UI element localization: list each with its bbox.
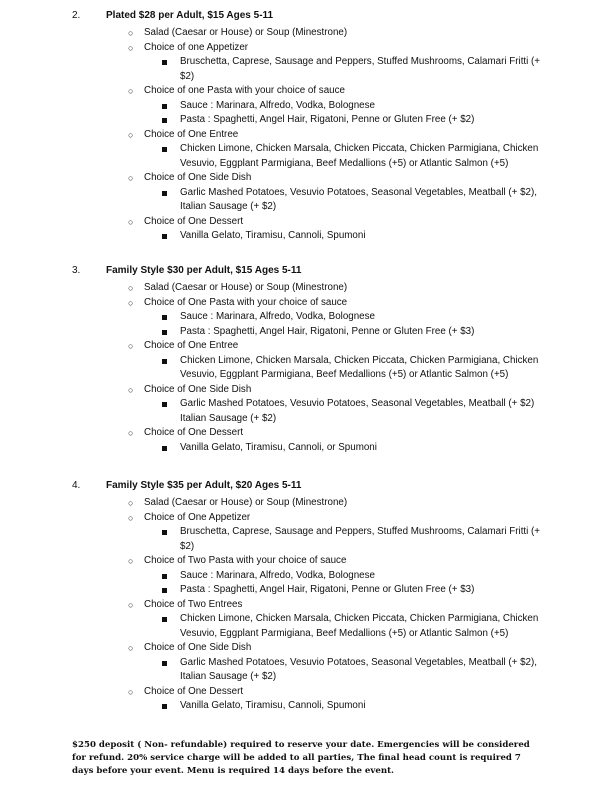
- course-section: [72, 281, 552, 296]
- circle-bullet-icon: ○: [128, 216, 134, 227]
- package-title: Family Style $35 per Adult, $20 Ages 5-11: [106, 480, 302, 491]
- circle-bullet-icon: ○: [128, 297, 134, 308]
- package-title: Family Style $30 per Adult, $15 Ages 5-11: [106, 265, 302, 276]
- course-label: Choice of One Entree: [144, 340, 239, 351]
- menu-item: [72, 699, 552, 714]
- menu-item-text: Garlic Mashed Potatoes, Vesuvio Potatoes, Seasonal Vegetables, Meatball (+ $2) Italian Sausage (+ $2): [180, 398, 535, 424]
- course-section: [72, 496, 552, 511]
- menu-item: [72, 142, 552, 171]
- square-bullet-icon: [162, 446, 167, 451]
- menu-item: [72, 310, 552, 325]
- circle-bullet-icon: ○: [128, 28, 134, 38]
- course-section: [72, 84, 552, 128]
- menu-item-text: Sauce : Marinara, Alfredo, Vodka, Bolognese: [180, 569, 375, 581]
- circle-bullet-icon: ○: [128, 384, 134, 395]
- square-bullet-icon: [162, 661, 167, 666]
- circle-bullet-icon: ○: [128, 283, 134, 293]
- course-section: [72, 41, 552, 85]
- course-section: [72, 215, 552, 244]
- menu-item: [72, 229, 552, 244]
- circle-bullet-icon: ○: [128, 341, 134, 351]
- circle-bullet-icon: ○: [128, 129, 134, 140]
- square-bullet-icon: [162, 617, 167, 622]
- course-label: Choice of One Pasta with your choice of sauce: [144, 296, 348, 308]
- square-bullet-icon: [162, 330, 167, 335]
- square-bullet-icon: [162, 402, 167, 407]
- menu-item: [72, 612, 552, 641]
- menu-item-text: Chicken Limone, Chicken Marsala, Chicken Piccata, Chicken Parmigiana, Chicken Vesuvio, Eggplant Parmigiana, Beef Medallions (+5) or Atlantic Salmon (+5): [180, 143, 539, 169]
- menu-item-text: Garlic Mashed Potatoes, Vesuvio Potatoes, Seasonal Vegetables, Meatball (+ $2), Italian Sausage (+ $2): [180, 656, 537, 682]
- course-section: [72, 685, 552, 714]
- package-family-30: [72, 265, 552, 455]
- course-label: Choice of One Entree: [144, 128, 239, 140]
- menu-item: [72, 525, 552, 554]
- menu-item-text: Chicken Limone, Chicken Marsala, Chicken Piccata, Chicken Parmigiana, Chicken Vesuvio, Eggplant Parmigiana, Beef Medallions (+5) or Atlantic Salmon (+5): [180, 354, 539, 380]
- menu-item: [72, 569, 552, 584]
- package-number: 2.: [72, 10, 81, 21]
- course-section: [72, 598, 552, 642]
- circle-bullet-icon: ○: [128, 86, 134, 96]
- course-section: [72, 171, 552, 215]
- course-label: Salad (Caesar or House) or Soup (Minestrone): [144, 282, 348, 293]
- package-heading: [72, 265, 552, 281]
- course-label: Choice of Two Entrees: [144, 598, 243, 610]
- course-section: [72, 641, 552, 685]
- course-section: [72, 554, 552, 598]
- menu-item-text: Bruschetta, Caprese, Sausage and Peppers, Stuffed Mushrooms, Calamari Fritti (+ $2): [180, 526, 541, 552]
- package-family-35: [72, 480, 552, 714]
- menu-item-text: Vanilla Gelato, Tiramisu, Cannoli, Spumoni: [180, 230, 366, 241]
- square-bullet-icon: [162, 530, 167, 535]
- square-bullet-icon: [162, 574, 167, 579]
- circle-bullet-icon: ○: [128, 599, 134, 610]
- menu-item-text: Sauce : Marinara, Alfredo, Vodka, Bolognese: [180, 311, 375, 322]
- menu-item: [72, 354, 552, 383]
- square-bullet-icon: [162, 234, 167, 239]
- menu-item: [72, 441, 552, 456]
- course-label: Choice of Two Pasta with your choice of sauce: [144, 555, 347, 566]
- menu-item: [72, 325, 552, 340]
- course-section: [72, 383, 552, 427]
- deposit-policy-note: $250 deposit ( Non- refundable) required to reserve your date. Emergencies will be considered for refund. 20% service charge will be added to all parties, The final head count is required 7 days before your event. Menu is required 14 days before the event.: [72, 740, 530, 776]
- course-section: [72, 426, 552, 455]
- square-bullet-icon: [162, 60, 167, 65]
- circle-bullet-icon: ○: [128, 173, 134, 183]
- menu-item-text: Bruschetta, Caprese, Sausage and Peppers, Stuffed Mushrooms, Calamari Fritti (+ $2): [180, 56, 541, 82]
- square-bullet-icon: [162, 359, 167, 364]
- menu-item-text: Pasta : Spaghetti, Angel Hair, Rigatoni, Penne or Gluten Free (+ $2): [180, 114, 475, 125]
- circle-bullet-icon: ○: [128, 556, 134, 566]
- circle-bullet-icon: ○: [128, 42, 134, 53]
- menu-item: [72, 99, 552, 114]
- circle-bullet-icon: ○: [128, 428, 134, 438]
- course-label: Salad (Caesar or House) or Soup (Minestrone): [144, 27, 348, 38]
- square-bullet-icon: [162, 315, 167, 320]
- square-bullet-icon: [162, 588, 167, 593]
- menu-item: [72, 397, 552, 426]
- menu-item-text: Vanilla Gelato, Tiramisu, Cannoli, Spumoni: [180, 700, 366, 711]
- menu-item: [72, 113, 552, 128]
- course-label: Choice of One Side Dish: [144, 172, 252, 183]
- package-heading: [72, 10, 552, 26]
- menu-item: [72, 186, 552, 215]
- package-number: 4.: [72, 480, 81, 491]
- circle-bullet-icon: ○: [128, 686, 134, 697]
- course-section: [72, 128, 552, 172]
- course-section: [72, 339, 552, 383]
- square-bullet-icon: [162, 118, 167, 123]
- package-heading: [72, 480, 552, 496]
- course-label: Choice of One Side Dish: [144, 383, 252, 395]
- package-title: Plated $28 per Adult, $15 Ages 5-11: [106, 10, 274, 21]
- course-label: Choice of one Appetizer: [144, 41, 249, 53]
- course-label: Choice of One Side Dish: [144, 642, 252, 653]
- square-bullet-icon: [162, 704, 167, 709]
- menu-item: [72, 656, 552, 685]
- course-label: Choice of One Dessert: [144, 685, 244, 697]
- circle-bullet-icon: ○: [128, 643, 134, 653]
- course-label: Choice of one Pasta with your choice of sauce: [144, 85, 345, 96]
- package-number: 3.: [72, 265, 81, 276]
- menu-item-text: Chicken Limone, Chicken Marsala, Chicken Piccata, Chicken Parmigiana, Chicken Vesuvio, Eggplant Parmigiana, Beef Medallions (+5) or Atlantic Salmon (+5): [180, 613, 539, 639]
- course-label: Choice of One Appetizer: [144, 511, 251, 523]
- menu-item-text: Vanilla Gelato, Tiramisu, Cannoli, or Spumoni: [180, 441, 377, 453]
- course-section: [72, 296, 552, 340]
- menu-item: [72, 583, 552, 598]
- square-bullet-icon: [162, 104, 167, 109]
- menu-item-text: Garlic Mashed Potatoes, Vesuvio Potatoes, Seasonal Vegetables, Meatball (+ $2), Italian Sausage (+ $2): [180, 186, 537, 212]
- course-label: Choice of One Dessert: [144, 215, 244, 227]
- square-bullet-icon: [162, 147, 167, 152]
- menu-item-text: Pasta : Spaghetti, Angel Hair, Rigatoni, Penne or Gluten Free (+ $3): [180, 584, 475, 595]
- course-label: Choice of One Dessert: [144, 427, 244, 438]
- course-section: [72, 511, 552, 555]
- course-label: Salad (Caesar or House) or Soup (Minestrone): [144, 497, 348, 508]
- square-bullet-icon: [162, 191, 167, 196]
- menu-item-text: Sauce : Marinara, Alfredo, Vodka, Bolognese: [180, 99, 375, 111]
- menu-item-text: Pasta : Spaghetti, Angel Hair, Rigatoni, Penne or Gluten Free (+ $3): [180, 325, 475, 337]
- course-section: [72, 26, 552, 41]
- menu-item: [72, 55, 552, 84]
- circle-bullet-icon: ○: [128, 498, 134, 508]
- package-plated-28: [72, 10, 552, 244]
- circle-bullet-icon: ○: [128, 512, 134, 523]
